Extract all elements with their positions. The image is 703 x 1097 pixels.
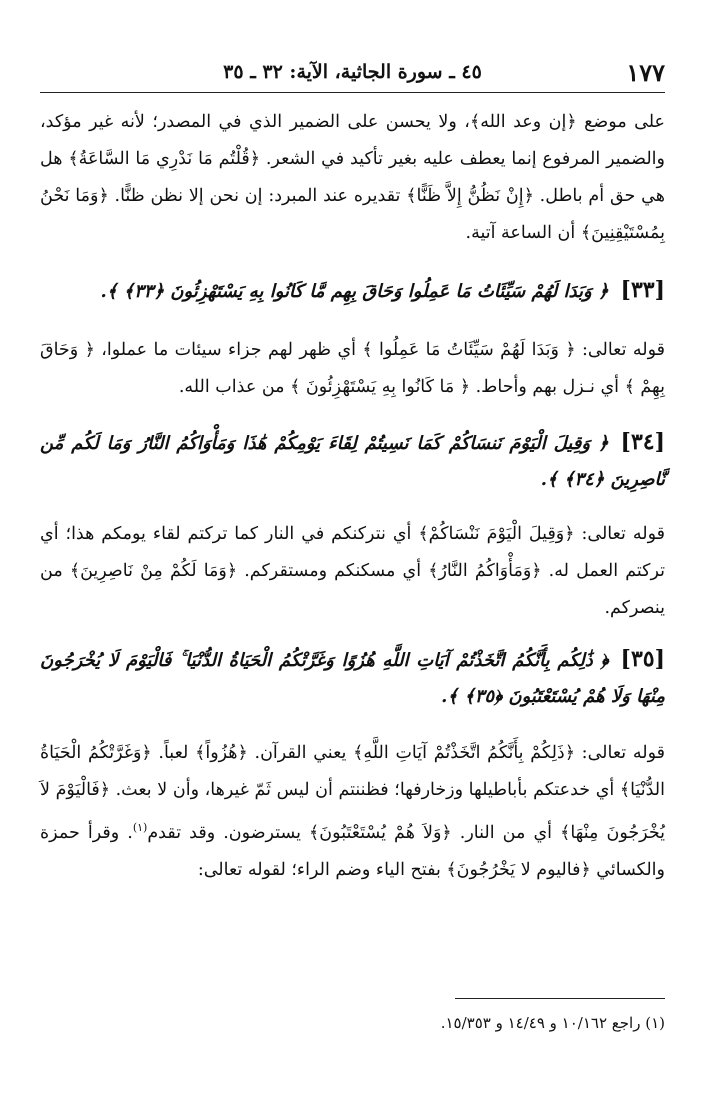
footnote-rule: [455, 998, 665, 999]
verse-number-35: [٣٥]: [620, 646, 665, 672]
verse-text-33: ﴿ وَبَدَا لَهُمْ سَيِّئَاتُ مَا عَمِلُوا وَحَاقَ بِهِم مَّا كَانُوا بِهِ يَسْتَهْزِئُونَ ﴿٣٣﴾ ﴾.: [100, 281, 609, 302]
page-header: [40, 58, 665, 88]
verse-35: [40, 641, 665, 715]
footnote-marker: (١): [132, 821, 148, 834]
page-number: ١٧٧: [626, 58, 665, 87]
verse-text-34: ﴿ وَقِيلَ الْيَوْمَ نَنسَاكُمْ كَمَا نَسِيتُمْ لِقَاءَ يَوْمِكُمْ هَٰذَا وَمَأْوَاكُمُ النَّارُ وَمَا لَكُم مِّن نَّاصِرِينَ ﴿٣٤﴾ ﴾.: [40, 433, 665, 490]
paragraph-commentary-33: قوله تعالى: ﴿ وَبَدَا لَهُمْ سَيِّئَاتُ مَا عَمِلُوا ﴾ أي ظهر لهم جزاء سيئات ما عملوا، ﴿ وَحَاقَ بِهِمْ ﴾ أي نـزل بهم وأحاط. ﴿ مَا كَانُوا بِهِ يَسْتَهْزِئُونَ ﴾ من عذاب الله.: [40, 340, 665, 397]
running-title: ٤٥ ـ سورة الجاثية، الآية: ٣٢ ـ ٣٥: [223, 61, 482, 83]
verse-number-33: [٣٣]: [620, 277, 665, 303]
commentary-35-part-a: قوله تعالى: ﴿ذَلِكُمْ بِأَنَّكُمُ اتَّخَذْتُمْ آيَاتِ اللَّهِ﴾ يعني القرآن. ﴿هُزُواً﴾ لعباً. ﴿وَغَرَّتْكُمُ الْحَيَاةُ الدُّنْيَا﴾ أي خدعتكم بأباطيلها وزخارفها؛ فظننتم أن ليس ثَمّ غيرها، وأن لا بعث. ﴿فَالْيَوْمَ لاَ يُخْرَجُونَ مِنْهَا﴾ أي من النار. ﴿وَلاَ هُمْ يُسْتَعْتَبُونَ﴾ يسترضون. وقد تقدم: [40, 743, 665, 843]
verse-text-35: ﴿ ذَٰلِكُم بِأَنَّكُمُ اتَّخَذْتُمْ آيَاتِ اللَّهِ هُزُوًا وَغَرَّتْكُمُ الْحَيَاةُ الدُّنْيَا ۚ فَالْيَوْمَ لَا يُخْرَجُونَ مِنْهَا وَلَا هُمْ يُسْتَعْتَبُونَ ﴿٣٥﴾ ﴾.: [40, 650, 665, 707]
paragraph-commentary-34: قوله تعالى: ﴿وَقِيلَ الْيَوْمَ نَنْسَاكُمْ﴾ أي نتركنكم في النار كما تركتم لقاء يومكم هذا؛ أي تركتم العمل له. ﴿وَمَأْوَاكُمُ النَّارُ﴾ أي مسكنكم ومستقركم. ﴿وَمَا لَكُمْ مِنْ نَاصِرِينَ﴾ من ينصركم.: [40, 524, 665, 618]
paragraph-commentary-32: على موضع ﴿إن وعد الله﴾، ولا يحسن على الضمير الذي في المصدر؛ لأنه غير مؤكد، والضمير المرفوع إنما يعطف عليه بغير تأكيد في الشعر. ﴿قُلْتُم مَا نَدْرِي مَا السَّاعَةُ﴾ هل هي حق أم باطل. ﴿إِنْ نَظُنُّ إِلاَّ ظَنًّا﴾ تقديره عند المبرد: إن نحن إلا نظن ظنًّا. ﴿وَمَا نَحْنُ بِمُسْتَيْقِنِينَ﴾ أن الساعة آتية.: [40, 112, 665, 243]
verse-33: [40, 272, 665, 310]
paragraph-commentary-35: [40, 735, 665, 889]
header-rule: [40, 92, 665, 93]
verse-number-34: [٣٤]: [620, 429, 665, 455]
verse-34: [40, 424, 665, 498]
footnote: (١) راجع ١٠/١٦٢ و ١٤/٤٩ و ١٥/٣٥٣.: [440, 1014, 665, 1032]
commentary-35-part-b: . وقرأ حمزة والكسائي ﴿فاليوم لا يَخْرُجُونَ﴾ بفتح الياء وضم الراء؛ لقوله تعالى:: [40, 822, 665, 880]
page-body: [40, 104, 665, 889]
